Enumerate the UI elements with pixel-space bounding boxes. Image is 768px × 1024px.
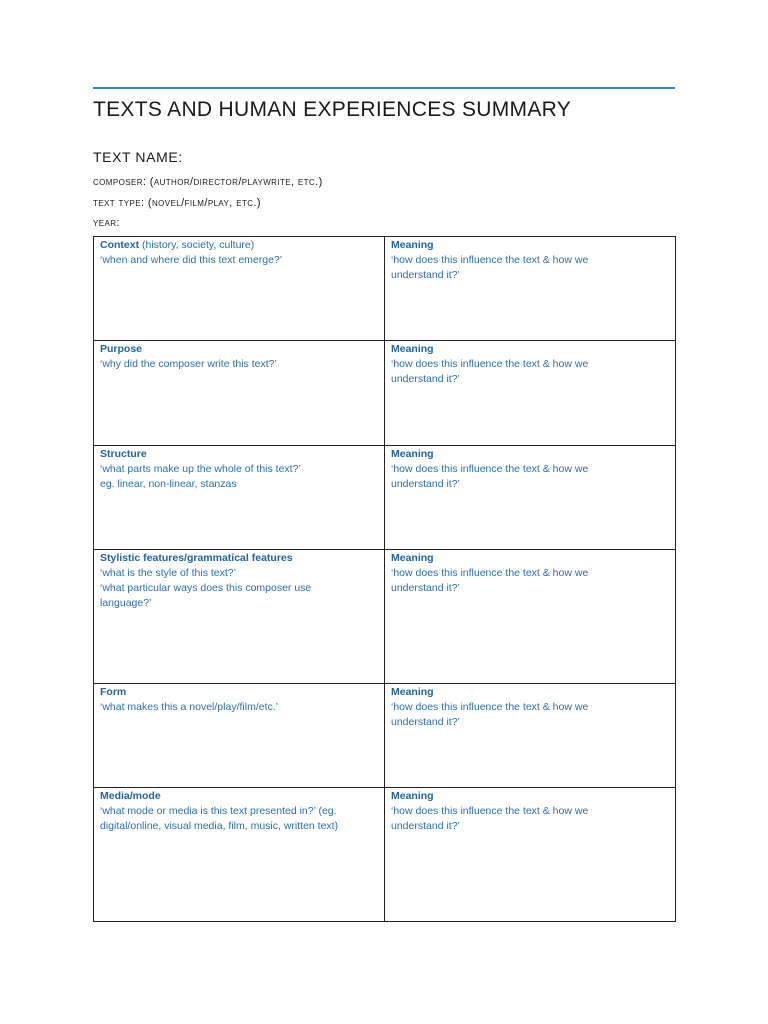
document-title: TEXTS AND HUMAN EXPERIENCES SUMMARY — [93, 98, 572, 121]
purpose-prompt: ‘why did the composer write this text?’ — [100, 358, 277, 370]
purpose-cell[interactable] — [94, 341, 385, 446]
stylistic-prompt-line-3: language?’ — [100, 597, 152, 609]
meaning-prompt-line-2: understand it?’ — [391, 373, 460, 385]
text-type-label: text type: (novel/film/play, etc.) — [93, 197, 261, 209]
form-label: Form — [100, 686, 127, 698]
context-prompt: ‘when and where did this text emerge?’ — [100, 254, 283, 266]
meaning-prompt-line-2: understand it?’ — [391, 716, 460, 728]
structure-prompt-line-1: ‘what parts make up the whole of this text?’ — [100, 463, 301, 475]
meaning-prompt-line-1: ‘how does this influence the text & how we — [391, 254, 589, 266]
year-label: year: — [93, 217, 120, 229]
structure-meaning-cell[interactable] — [385, 446, 676, 550]
table-row-media-mode — [94, 788, 676, 922]
media-mode-cell[interactable] — [94, 788, 385, 922]
purpose-meaning-cell[interactable] — [385, 341, 676, 446]
form-prompt: ‘what makes this a novel/play/film/etc.’ — [100, 701, 278, 713]
table-row-purpose — [94, 341, 676, 446]
meaning-label: Meaning — [391, 552, 434, 564]
structure-cell[interactable] — [94, 446, 385, 550]
meaning-prompt-line-1: ‘how does this influence the text & how we — [391, 463, 589, 475]
structure-prompt-line-2: eg. linear, non-linear, stanzas — [100, 478, 237, 490]
stylistic-label: Stylistic features/grammatical features — [100, 552, 293, 564]
meaning-label: Meaning — [391, 448, 434, 460]
meaning-prompt-line-1: ‘how does this influence the text & how we — [391, 567, 589, 579]
meaning-label: Meaning — [391, 686, 434, 698]
context-cell[interactable] — [94, 237, 385, 341]
meaning-prompt-line-2: understand it?’ — [391, 478, 460, 490]
text-name-label: TEXT NAME: — [93, 149, 183, 165]
meaning-prompt-line-2: understand it?’ — [391, 820, 460, 832]
meaning-prompt-line-1: ‘how does this influence the text & how we — [391, 358, 589, 370]
header-rule — [93, 87, 675, 89]
composer-label: composer: (author/director/playwrite, etc.) — [93, 176, 323, 188]
context-label-ext: (history, society, culture) — [139, 239, 255, 251]
table-row-form — [94, 684, 676, 788]
stylistic-meaning-cell[interactable] — [385, 550, 676, 684]
form-cell[interactable] — [94, 684, 385, 788]
meaning-prompt-line-1: ‘how does this influence the text & how we — [391, 701, 589, 713]
table-row-structure — [94, 446, 676, 550]
stylistic-prompt-line-1: ‘what is the style of this text?’ — [100, 567, 236, 579]
context-meaning-cell[interactable] — [385, 237, 676, 341]
meaning-prompt-line-1: ‘how does this influence the text & how we — [391, 805, 589, 817]
meaning-prompt-line-2: understand it?’ — [391, 582, 460, 594]
media-mode-label: Media/mode — [100, 790, 161, 802]
media-mode-prompt-line-2: digital/online, visual media, film, music, written text) — [100, 820, 339, 832]
form-meaning-cell[interactable] — [385, 684, 676, 788]
meaning-label: Meaning — [391, 790, 434, 802]
summary-table — [93, 236, 676, 922]
media-mode-prompt-line-1: ‘what mode or media is this text presented in?’ (eg. — [100, 805, 337, 817]
stylistic-prompt-line-2: ‘what particular ways does this composer use — [100, 582, 312, 594]
stylistic-cell[interactable] — [94, 550, 385, 684]
table-row-stylistic — [94, 550, 676, 684]
meaning-label: Meaning — [391, 239, 434, 251]
meaning-prompt-line-2: understand it?’ — [391, 269, 460, 281]
media-mode-meaning-cell[interactable] — [385, 788, 676, 922]
meaning-label: Meaning — [391, 343, 434, 355]
context-label: Context — [100, 239, 140, 251]
purpose-label: Purpose — [100, 343, 143, 355]
structure-label: Structure — [100, 448, 147, 460]
table-row-context — [94, 237, 676, 341]
